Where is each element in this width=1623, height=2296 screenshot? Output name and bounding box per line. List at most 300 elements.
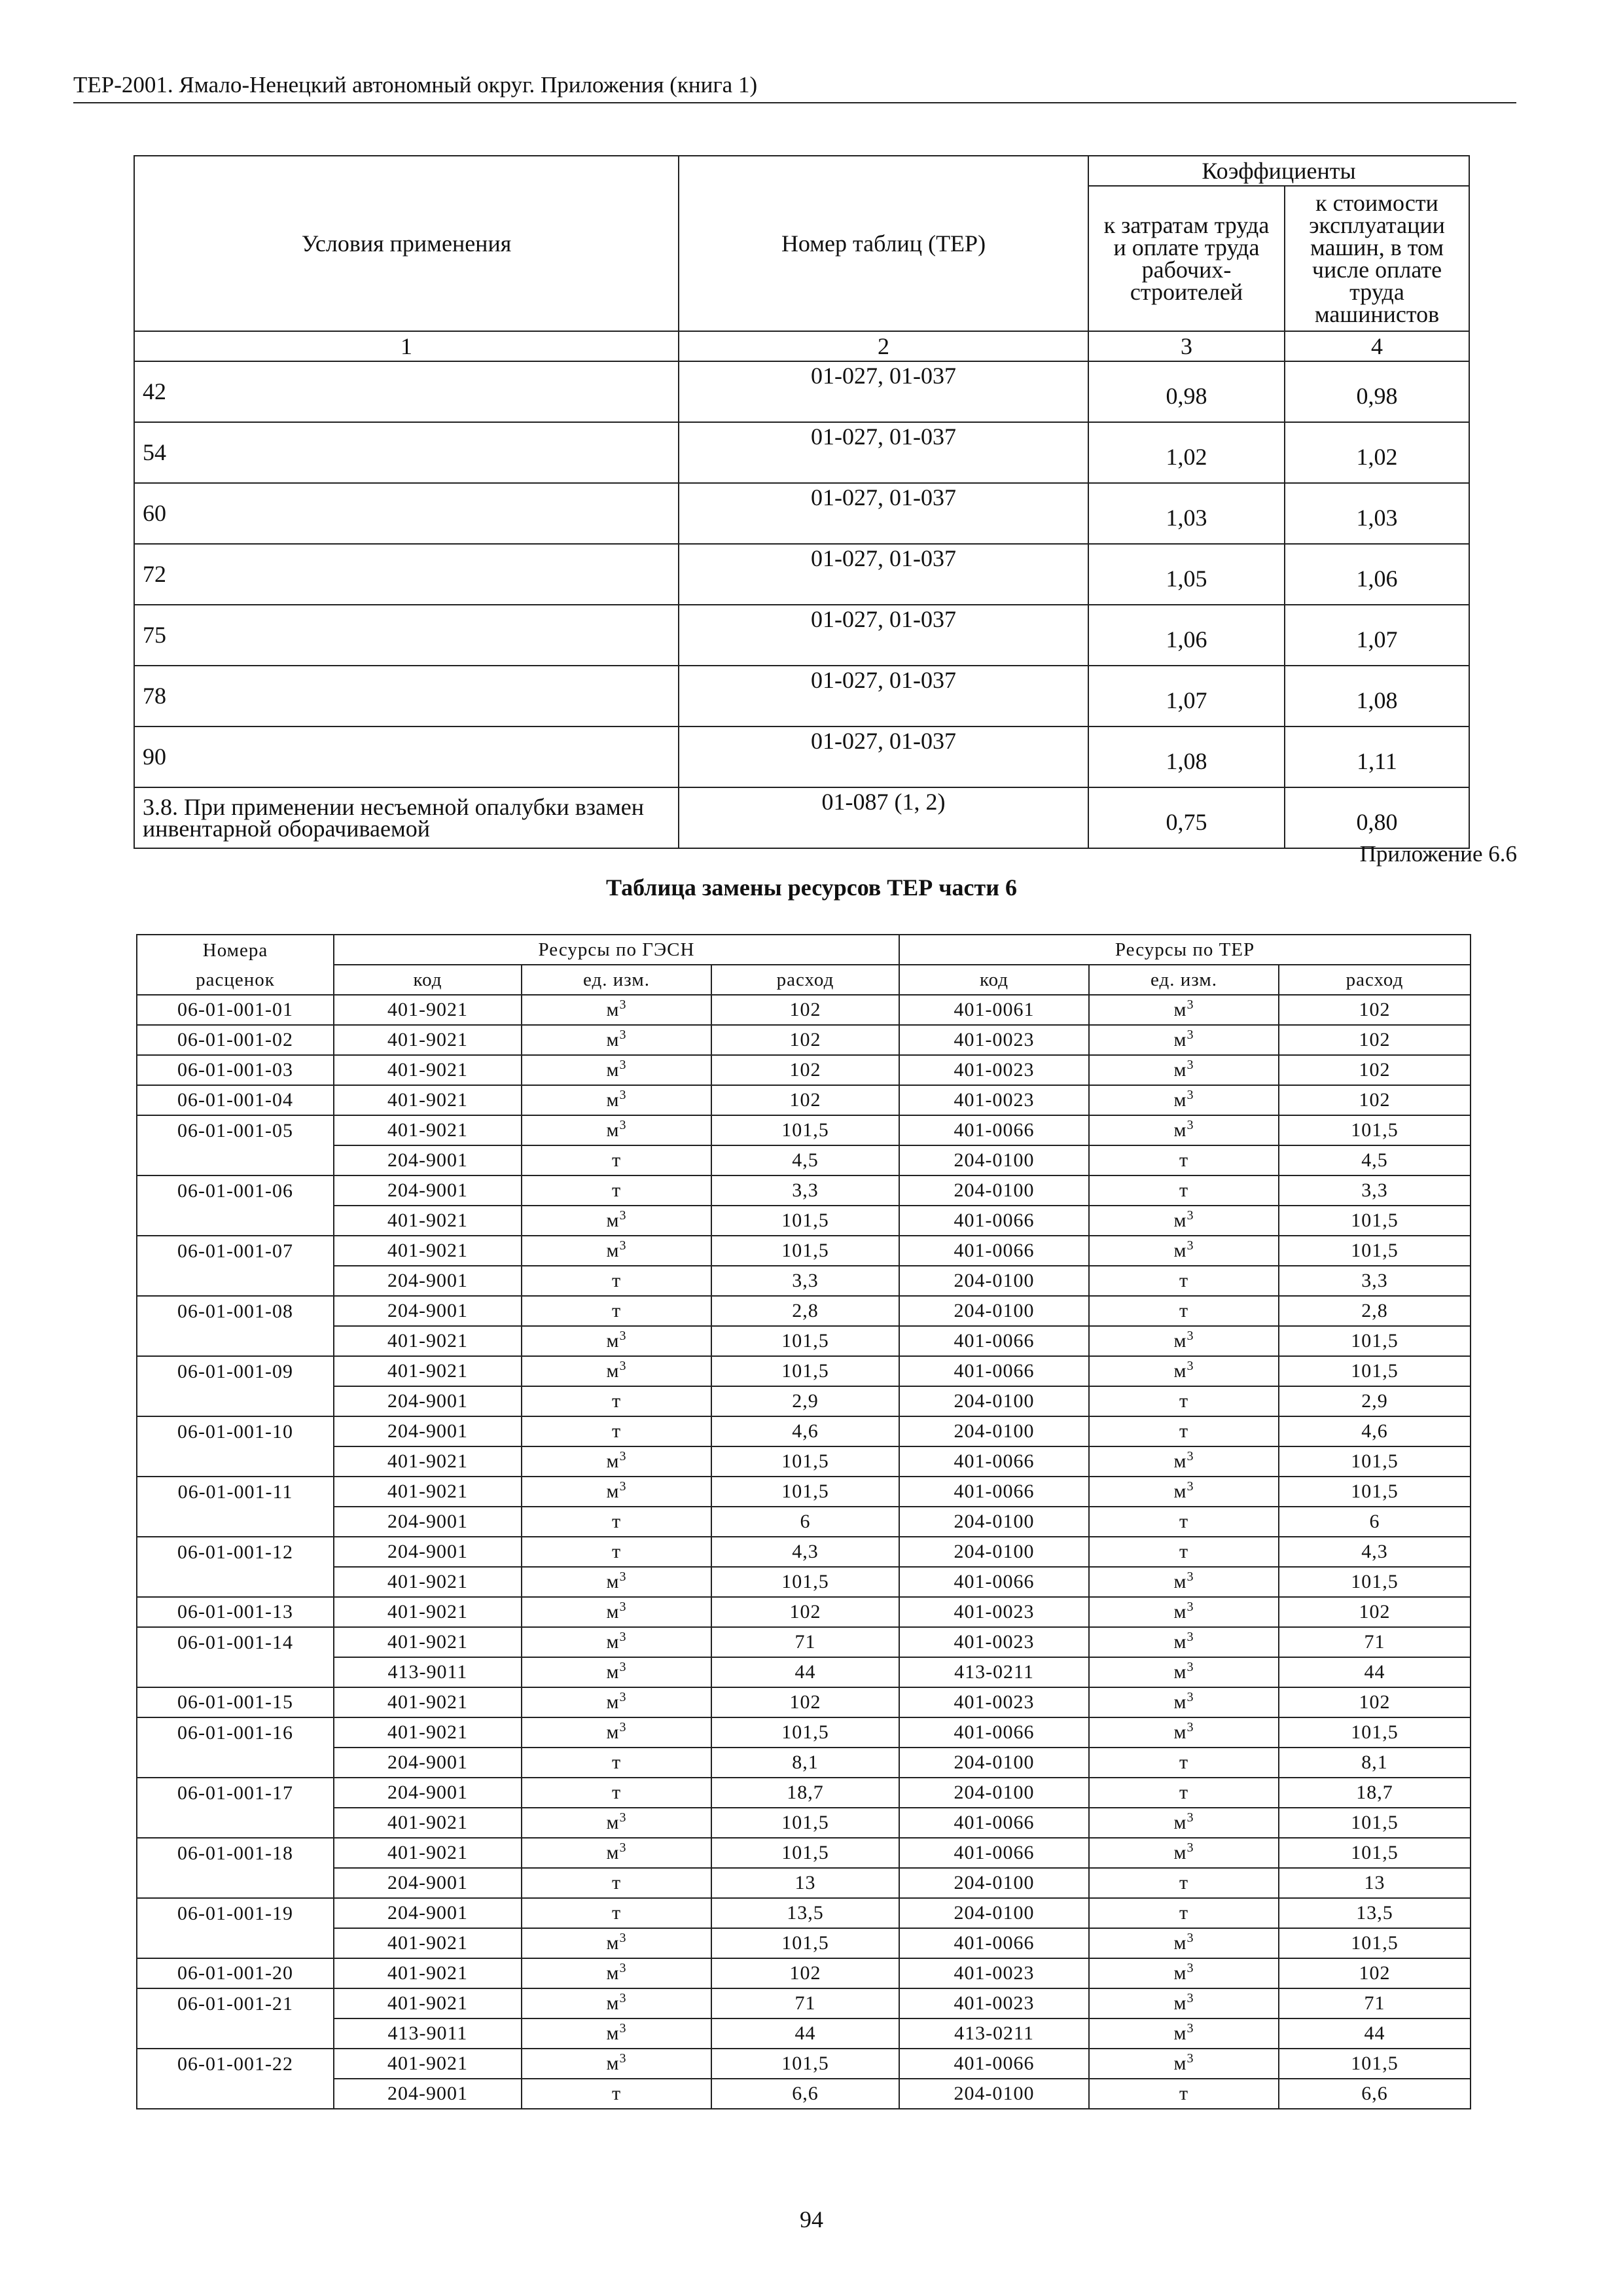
gesn-qty-cell: 102 [711, 995, 899, 1025]
ter-unit-cell: $м^3$ [1089, 1717, 1279, 1748]
rate-number-cell: 06-01-001-11 [137, 1477, 334, 1507]
ter-code-cell: 204-0100 [899, 1386, 1089, 1416]
table-row [137, 1386, 1471, 1416]
rate-number-cell: 06-01-001-22 [137, 2049, 334, 2079]
condition-cell: 78 [134, 666, 679, 726]
table-row [137, 1326, 1471, 1356]
header-ter: Ресурсы по ТЕР [899, 935, 1471, 965]
gesn-code-cell: 401-9021 [334, 1988, 522, 2018]
ter-unit-cell: т [1089, 1748, 1279, 1778]
table-row [137, 1748, 1471, 1778]
table-row [137, 1477, 1471, 1507]
rate-number-cell: 06-01-001-14 [137, 1627, 334, 1657]
ter-qty-cell: 101,5 [1279, 1326, 1471, 1356]
ter-qty-cell: 102 [1279, 1958, 1471, 1988]
rate-number-cell [137, 1567, 334, 1597]
ter-qty-cell: 13 [1279, 1868, 1471, 1898]
gesn-qty-cell: 102 [711, 1597, 899, 1627]
ter-code-cell: 401-0023 [899, 1958, 1089, 1988]
machine-coef-cell: 1,06 [1285, 544, 1469, 605]
gesn-unit-cell: $м^3$ [522, 1958, 711, 1988]
ter-unit-cell: $м^3$ [1089, 1115, 1279, 1145]
table-row [137, 1115, 1471, 1145]
gesn-code-cell: 401-9021 [334, 1627, 522, 1657]
condition-cell: 54 [134, 422, 679, 483]
table-row [137, 1356, 1471, 1386]
gesn-qty-cell: 13 [711, 1868, 899, 1898]
table-row [134, 361, 1469, 422]
gesn-qty-cell: 44 [711, 1657, 899, 1687]
machine-coef-cell: 0,98 [1285, 361, 1469, 422]
ter-unit-cell: т [1089, 1868, 1279, 1898]
table-numbers-cell: 01-027, 01-037 [679, 726, 1088, 787]
gesn-unit-cell: т [522, 1537, 711, 1567]
rate-number-cell: 06-01-001-09 [137, 1356, 334, 1386]
ter-unit-cell: т [1089, 1266, 1279, 1296]
gesn-qty-cell: 101,5 [711, 1838, 899, 1868]
rate-number-cell: 06-01-001-19 [137, 1898, 334, 1928]
gesn-unit-cell: т [522, 1266, 711, 1296]
ter-unit-cell: $м^3$ [1089, 2018, 1279, 2049]
gesn-unit-cell: $м^3$ [522, 1838, 711, 1868]
rate-number-cell: 06-01-001-04 [137, 1085, 334, 1115]
ter-unit-cell: т [1089, 1386, 1279, 1416]
gesn-unit-cell: т [522, 1748, 711, 1778]
ter-code-cell: 204-0100 [899, 1145, 1089, 1175]
gesn-code-cell: 204-9001 [334, 1145, 522, 1175]
header-ter-qty: расход [1279, 965, 1471, 995]
gesn-code-cell: 401-9021 [334, 1687, 522, 1717]
ter-qty-cell: 101,5 [1279, 1477, 1471, 1507]
condition-cell: 42 [134, 361, 679, 422]
gesn-code-cell: 401-9021 [334, 1597, 522, 1627]
header-gesn-code: код [334, 965, 522, 995]
ter-unit-cell: $м^3$ [1089, 1687, 1279, 1717]
table-title: Таблица замены ресурсов ТЕР части 6 [606, 874, 1017, 901]
gesn-code-cell: 401-9021 [334, 1567, 522, 1597]
ter-qty-cell: 101,5 [1279, 1717, 1471, 1748]
gesn-unit-cell: $м^3$ [522, 1988, 711, 2018]
gesn-code-cell: 401-9021 [334, 1446, 522, 1477]
gesn-qty-cell: 101,5 [711, 1206, 899, 1236]
gesn-code-cell: 401-9021 [334, 1115, 522, 1145]
table-row [137, 1687, 1471, 1717]
gesn-code-cell: 401-9021 [334, 1055, 522, 1085]
gesn-unit-cell: т [522, 1386, 711, 1416]
table-row [137, 1507, 1471, 1537]
gesn-qty-cell: 101,5 [711, 1326, 899, 1356]
table-row [137, 1898, 1471, 1928]
ter-qty-cell: 6 [1279, 1507, 1471, 1537]
gesn-code-cell: 204-9001 [334, 1537, 522, 1567]
ter-qty-cell: 102 [1279, 1687, 1471, 1717]
gesn-code-cell: 401-9021 [334, 1808, 522, 1838]
ter-unit-cell: $м^3$ [1089, 1477, 1279, 1507]
header-table-numbers: Номер таблиц (ТЕР) [679, 156, 1088, 331]
gesn-code-cell: 204-9001 [334, 1748, 522, 1778]
rate-number-cell: 06-01-001-03 [137, 1055, 334, 1085]
machine-coef-cell: 1,08 [1285, 666, 1469, 726]
ter-unit-cell: $м^3$ [1089, 1988, 1279, 2018]
gesn-code-cell: 401-9021 [334, 1356, 522, 1386]
ter-unit-cell: $м^3$ [1089, 1657, 1279, 1687]
rate-number-cell [137, 1868, 334, 1898]
ter-qty-cell: 6,6 [1279, 2079, 1471, 2109]
gesn-unit-cell: $м^3$ [522, 1657, 711, 1687]
rate-number-cell [137, 1446, 334, 1477]
table-row [137, 1868, 1471, 1898]
ter-code-cell: 401-0066 [899, 1356, 1089, 1386]
table-row [137, 2049, 1471, 2079]
gesn-unit-cell: $м^3$ [522, 1025, 711, 1055]
table-row [134, 483, 1469, 544]
ter-unit-cell: $м^3$ [1089, 1055, 1279, 1085]
gesn-qty-cell: 3,3 [711, 1266, 899, 1296]
ter-qty-cell: 2,8 [1279, 1296, 1471, 1326]
ter-unit-cell: $м^3$ [1089, 995, 1279, 1025]
gesn-qty-cell: 101,5 [711, 1236, 899, 1266]
rate-number-cell [137, 1266, 334, 1296]
header-coefficients: Коэффициенты [1088, 156, 1469, 186]
gesn-qty-cell: 18,7 [711, 1778, 899, 1808]
ter-qty-cell: 4,6 [1279, 1416, 1471, 1446]
header-labor-coef: к затратам труда и оплате труда рабочих-строителей [1088, 186, 1285, 331]
gesn-code-cell: 401-9021 [334, 1838, 522, 1868]
gesn-qty-cell: 4,6 [711, 1416, 899, 1446]
gesn-code-cell: 401-9021 [334, 1326, 522, 1356]
ter-code-cell: 401-0066 [899, 1446, 1089, 1477]
rate-number-cell [137, 1145, 334, 1175]
table-row [137, 1597, 1471, 1627]
ter-qty-cell: 101,5 [1279, 1567, 1471, 1597]
ter-qty-cell: 71 [1279, 1627, 1471, 1657]
ter-unit-cell: т [1089, 1175, 1279, 1206]
condition-cell: 72 [134, 544, 679, 605]
ter-unit-cell: $м^3$ [1089, 1236, 1279, 1266]
ter-code-cell: 401-0023 [899, 1085, 1089, 1115]
rate-number-cell [137, 1386, 334, 1416]
ter-qty-cell: 44 [1279, 1657, 1471, 1687]
gesn-unit-cell: т [522, 1175, 711, 1206]
gesn-code-cell: 204-9001 [334, 1416, 522, 1446]
table-row [137, 1055, 1471, 1085]
ter-unit-cell: т [1089, 1778, 1279, 1808]
table-row [137, 1627, 1471, 1657]
machine-coef-cell: 1,11 [1285, 726, 1469, 787]
gesn-unit-cell: $м^3$ [522, 2018, 711, 2049]
rate-number-cell [137, 1657, 334, 1687]
resource-replacement-table [136, 934, 1471, 2109]
table-numbers-cell: 01-027, 01-037 [679, 605, 1088, 666]
ter-unit-cell: $м^3$ [1089, 1446, 1279, 1477]
table-row [137, 1296, 1471, 1326]
ter-code-cell: 401-0066 [899, 1236, 1089, 1266]
ter-qty-cell: 102 [1279, 1025, 1471, 1055]
table-numbers-cell: 01-027, 01-037 [679, 422, 1088, 483]
ter-qty-cell: 101,5 [1279, 1356, 1471, 1386]
table-row [137, 1778, 1471, 1808]
table-row [134, 422, 1469, 483]
gesn-code-cell: 401-9021 [334, 995, 522, 1025]
rate-number-cell [137, 2018, 334, 2049]
ter-code-cell: 204-0100 [899, 1175, 1089, 1206]
ter-code-cell: 204-0100 [899, 1266, 1089, 1296]
table-row [137, 2018, 1471, 2049]
ter-qty-cell: 101,5 [1279, 1808, 1471, 1838]
rate-number-cell: 06-01-001-06 [137, 1175, 334, 1206]
table-row [137, 995, 1471, 1025]
page-number: 94 [800, 2206, 823, 2233]
rate-number-cell: 06-01-001-15 [137, 1687, 334, 1717]
gesn-unit-cell: $м^3$ [522, 1055, 711, 1085]
ter-code-cell: 204-0100 [899, 1537, 1089, 1567]
ter-qty-cell: 101,5 [1279, 1446, 1471, 1477]
gesn-unit-cell: $м^3$ [522, 1236, 711, 1266]
gesn-code-cell: 204-9001 [334, 1386, 522, 1416]
ter-unit-cell: $м^3$ [1089, 1597, 1279, 1627]
rate-number-cell: 06-01-001-17 [137, 1778, 334, 1808]
labor-coef-cell: 1,05 [1088, 544, 1285, 605]
gesn-qty-cell: 102 [711, 1055, 899, 1085]
condition-cell: 60 [134, 483, 679, 544]
ter-unit-cell: $м^3$ [1089, 1356, 1279, 1386]
gesn-unit-cell: $м^3$ [522, 2049, 711, 2079]
ter-unit-cell: $м^3$ [1089, 1326, 1279, 1356]
ter-unit-cell: $м^3$ [1089, 1928, 1279, 1958]
gesn-code-cell: 401-9021 [334, 2049, 522, 2079]
appendix-label: Приложение 6.6 [1359, 841, 1517, 867]
gesn-unit-cell: т [522, 1416, 711, 1446]
gesn-unit-cell: $м^3$ [522, 1717, 711, 1748]
ter-qty-cell: 102 [1279, 1085, 1471, 1115]
ter-code-cell: 204-0100 [899, 1748, 1089, 1778]
gesn-code-cell: 401-9021 [334, 1717, 522, 1748]
table-row [137, 1567, 1471, 1597]
gesn-unit-cell: $м^3$ [522, 1356, 711, 1386]
ter-code-cell: 413-0211 [899, 1657, 1089, 1687]
ter-code-cell: 401-0023 [899, 1025, 1089, 1055]
table-row [137, 1717, 1471, 1748]
condition-cell: 3.8. При применении несъемной опалубки взамен инвентарной оборачиваемой [134, 787, 679, 848]
gesn-unit-cell: $м^3$ [522, 1085, 711, 1115]
gesn-qty-cell: 101,5 [711, 1928, 899, 1958]
gesn-unit-cell: $м^3$ [522, 1326, 711, 1356]
ter-unit-cell: $м^3$ [1089, 1025, 1279, 1055]
ter-code-cell: 401-0066 [899, 1567, 1089, 1597]
gesn-code-cell: 204-9001 [334, 1868, 522, 1898]
ter-code-cell: 204-0100 [899, 2079, 1089, 2109]
header-machine-coef: к стоимости эксплуатации машин, в том числе оплате труда машинистов [1285, 186, 1469, 331]
ter-code-cell: 401-0066 [899, 1477, 1089, 1507]
gesn-qty-cell: 44 [711, 2018, 899, 2049]
ter-code-cell: 401-0023 [899, 1687, 1089, 1717]
table-row [137, 1085, 1471, 1115]
ter-qty-cell: 4,5 [1279, 1145, 1471, 1175]
header-numbers-2: расценок [137, 965, 334, 995]
table-row [137, 1236, 1471, 1266]
ter-qty-cell: 101,5 [1279, 1206, 1471, 1236]
gesn-qty-cell: 2,8 [711, 1296, 899, 1326]
gesn-qty-cell: 4,3 [711, 1537, 899, 1567]
rate-number-cell [137, 1507, 334, 1537]
gesn-unit-cell: т [522, 1145, 711, 1175]
table-row [137, 1416, 1471, 1446]
ter-code-cell: 401-0066 [899, 1206, 1089, 1236]
table-numbers-cell: 01-027, 01-037 [679, 361, 1088, 422]
rate-number-cell [137, 1748, 334, 1778]
gesn-code-cell: 401-9021 [334, 1477, 522, 1507]
gesn-unit-cell: т [522, 1778, 711, 1808]
header-gesn-qty: расход [711, 965, 899, 995]
gesn-code-cell: 413-9011 [334, 2018, 522, 2049]
ter-qty-cell: 44 [1279, 2018, 1471, 2049]
ter-qty-cell: 3,3 [1279, 1175, 1471, 1206]
labor-coef-cell: 1,07 [1088, 666, 1285, 726]
rate-number-cell: 06-01-001-18 [137, 1838, 334, 1868]
machine-coef-cell: 1,07 [1285, 605, 1469, 666]
header-numbers: Номера [137, 935, 334, 965]
ter-unit-cell: т [1089, 1537, 1279, 1567]
table-row [137, 1657, 1471, 1687]
gesn-code-cell: 204-9001 [334, 1778, 522, 1808]
ter-code-cell: 401-0066 [899, 1115, 1089, 1145]
gesn-qty-cell: 101,5 [711, 1477, 899, 1507]
gesn-code-cell: 204-9001 [334, 1266, 522, 1296]
ter-qty-cell: 101,5 [1279, 1928, 1471, 1958]
ter-unit-cell: $м^3$ [1089, 2049, 1279, 2079]
ter-qty-cell: 102 [1279, 1055, 1471, 1085]
table-row [137, 1838, 1471, 1868]
gesn-code-cell: 204-9001 [334, 1898, 522, 1928]
ter-qty-cell: 101,5 [1279, 2049, 1471, 2079]
ter-unit-cell: т [1089, 1898, 1279, 1928]
gesn-qty-cell: 8,1 [711, 1748, 899, 1778]
gesn-qty-cell: 71 [711, 1988, 899, 2018]
table-row [137, 1206, 1471, 1236]
gesn-code-cell: 401-9021 [334, 1236, 522, 1266]
table-numbers-cell: 01-027, 01-037 [679, 483, 1088, 544]
ter-unit-cell: т [1089, 1416, 1279, 1446]
gesn-qty-cell: 102 [711, 1687, 899, 1717]
table-row [137, 1988, 1471, 2018]
ter-unit-cell: $м^3$ [1089, 1206, 1279, 1236]
labor-coef-cell: 1,02 [1088, 422, 1285, 483]
col-number: 4 [1285, 331, 1469, 361]
gesn-qty-cell: 101,5 [711, 1567, 899, 1597]
gesn-unit-cell: т [522, 2079, 711, 2109]
gesn-code-cell: 204-9001 [334, 1175, 522, 1206]
ter-unit-cell: т [1089, 2079, 1279, 2109]
ter-code-cell: 401-0066 [899, 1838, 1089, 1868]
ter-unit-cell: т [1089, 1145, 1279, 1175]
condition-cell: 75 [134, 605, 679, 666]
gesn-qty-cell: 4,5 [711, 1145, 899, 1175]
ter-unit-cell: $м^3$ [1089, 1808, 1279, 1838]
table-row [134, 787, 1469, 848]
header-gesn-unit: ед. изм. [522, 965, 711, 995]
table-row [137, 1175, 1471, 1206]
gesn-unit-cell: $м^3$ [522, 1446, 711, 1477]
ter-unit-cell: $м^3$ [1089, 1085, 1279, 1115]
ter-qty-cell: 71 [1279, 1988, 1471, 2018]
rate-number-cell: 06-01-001-16 [137, 1717, 334, 1748]
rate-number-cell: 06-01-001-02 [137, 1025, 334, 1055]
gesn-qty-cell: 13,5 [711, 1898, 899, 1928]
gesn-unit-cell: т [522, 1296, 711, 1326]
gesn-unit-cell: $м^3$ [522, 1627, 711, 1657]
gesn-unit-cell: $м^3$ [522, 1477, 711, 1507]
gesn-unit-cell: $м^3$ [522, 1115, 711, 1145]
gesn-unit-cell: т [522, 1898, 711, 1928]
labor-coef-cell: 0,75 [1088, 787, 1285, 848]
ter-qty-cell: 102 [1279, 1597, 1471, 1627]
ter-code-cell: 413-0211 [899, 2018, 1089, 2049]
ter-code-cell: 204-0100 [899, 1778, 1089, 1808]
ter-code-cell: 401-0023 [899, 1988, 1089, 2018]
rate-number-cell [137, 1808, 334, 1838]
ter-code-cell: 401-0023 [899, 1627, 1089, 1657]
table-row [137, 1025, 1471, 1055]
gesn-qty-cell: 101,5 [711, 1808, 899, 1838]
labor-coef-cell: 1,06 [1088, 605, 1285, 666]
machine-coef-cell: 1,03 [1285, 483, 1469, 544]
gesn-qty-cell: 102 [711, 1958, 899, 1988]
ter-code-cell: 401-0066 [899, 1326, 1089, 1356]
gesn-qty-cell: 6 [711, 1507, 899, 1537]
gesn-qty-cell: 3,3 [711, 1175, 899, 1206]
ter-qty-cell: 2,9 [1279, 1386, 1471, 1416]
ter-qty-cell: 18,7 [1279, 1778, 1471, 1808]
gesn-code-cell: 401-9021 [334, 1958, 522, 1988]
ter-qty-cell: 101,5 [1279, 1236, 1471, 1266]
gesn-unit-cell: т [522, 1868, 711, 1898]
rate-number-cell: 06-01-001-13 [137, 1597, 334, 1627]
gesn-unit-cell: т [522, 1507, 711, 1537]
labor-coef-cell: 1,03 [1088, 483, 1285, 544]
gesn-unit-cell: $м^3$ [522, 1928, 711, 1958]
ter-unit-cell: т [1089, 1507, 1279, 1537]
header-ter-code: код [899, 965, 1089, 995]
gesn-qty-cell: 71 [711, 1627, 899, 1657]
table-row [134, 605, 1469, 666]
table-numbers-cell: 01-027, 01-037 [679, 666, 1088, 726]
col-number: 1 [134, 331, 679, 361]
ter-qty-cell: 13,5 [1279, 1898, 1471, 1928]
gesn-qty-cell: 6,6 [711, 2079, 899, 2109]
col-number: 3 [1088, 331, 1285, 361]
ter-code-cell: 204-0100 [899, 1898, 1089, 1928]
gesn-qty-cell: 101,5 [711, 1356, 899, 1386]
ter-unit-cell: т [1089, 1296, 1279, 1326]
col-number: 2 [679, 331, 1088, 361]
ter-unit-cell: $м^3$ [1089, 1567, 1279, 1597]
header-conditions: Условия применения [134, 156, 679, 331]
gesn-code-cell: 204-9001 [334, 1296, 522, 1326]
rate-number-cell [137, 1206, 334, 1236]
table-row [137, 1808, 1471, 1838]
gesn-code-cell: 204-9001 [334, 2079, 522, 2109]
gesn-qty-cell: 101,5 [711, 1115, 899, 1145]
table-row [134, 666, 1469, 726]
gesn-code-cell: 204-9001 [334, 1507, 522, 1537]
gesn-unit-cell: $м^3$ [522, 1808, 711, 1838]
gesn-unit-cell: $м^3$ [522, 1206, 711, 1236]
ter-code-cell: 401-0023 [899, 1597, 1089, 1627]
ter-code-cell: 204-0100 [899, 1296, 1089, 1326]
ter-code-cell: 401-0023 [899, 1055, 1089, 1085]
header-ter-unit: ед. изм. [1089, 965, 1279, 995]
ter-code-cell: 204-0100 [899, 1416, 1089, 1446]
